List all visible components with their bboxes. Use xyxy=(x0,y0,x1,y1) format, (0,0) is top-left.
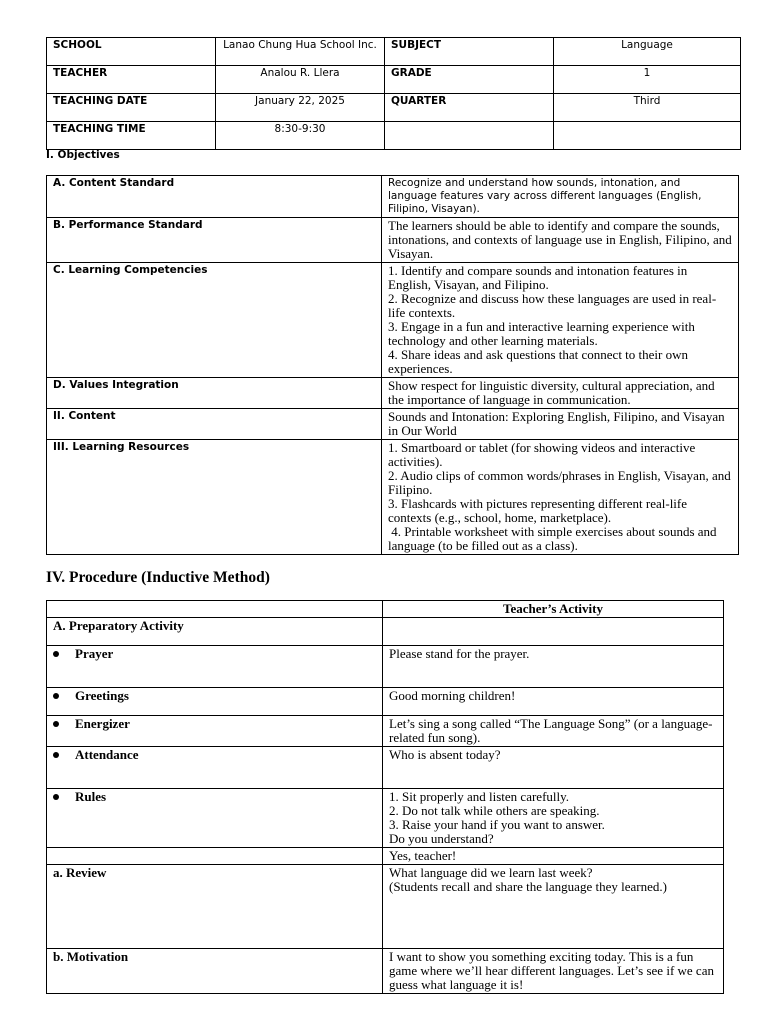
bullet-icon xyxy=(53,721,59,727)
rules-label-text: Rules xyxy=(75,789,107,804)
objective-label: III. Learning Resources xyxy=(47,440,382,555)
procedure-table xyxy=(46,600,724,994)
grade-value: 1 xyxy=(554,66,741,94)
subject-label: SUBJECT xyxy=(385,38,554,66)
objective-label: D. Values Integration xyxy=(47,378,382,409)
objectives-heading: I. Objectives xyxy=(46,149,120,161)
empty-cell xyxy=(383,618,724,646)
teaching-time-value: 8:30-9:30 xyxy=(216,122,385,150)
bullet-icon xyxy=(53,794,59,800)
rules-label xyxy=(47,789,383,848)
rules-response: Yes, teacher! xyxy=(383,848,724,865)
objective-row xyxy=(47,378,739,409)
teacher-label: TEACHER xyxy=(47,66,216,94)
empty-cell xyxy=(554,122,741,150)
header-info-table xyxy=(46,37,741,150)
school-label: SCHOOL xyxy=(47,38,216,66)
teaching-time-label: TEACHING TIME xyxy=(47,122,216,150)
quarter-label: QUARTER xyxy=(385,94,554,122)
review-line: (Students recall and share the language they learned.) xyxy=(389,879,667,894)
objective-label: C. Learning Competencies xyxy=(47,263,382,378)
objective-label: B. Performance Standard xyxy=(47,218,382,263)
objective-row xyxy=(47,263,739,378)
objective-line: Recognize and understand how sounds, intonation, and language features vary across different languages (English, Filipino, Visayan). xyxy=(388,177,702,215)
rules-line: Do you understand? xyxy=(389,831,494,846)
motivation-text: I want to show you something exciting today. This is a fun game where we’ll hear different languages. Let’s see if we can guess what language it is! xyxy=(383,949,724,994)
objective-line: 4. Printable worksheet with simple exercises about sounds and language (to be filled out as a class). xyxy=(388,524,720,553)
school-value: Lanao Chung Hua School Inc. xyxy=(216,38,385,66)
review-line: What language did we learn last week? xyxy=(389,865,593,880)
energizer-label-text: Energizer xyxy=(75,716,130,731)
objective-line: 4. Share ideas and ask questions that connect to their own experiences. xyxy=(388,347,689,376)
objective-line: 1. Identify and compare sounds and intonation features in English, Visayan, and Filipino. xyxy=(388,263,688,292)
review-label: a. Review xyxy=(47,865,383,949)
rules-line: 3. Raise your hand if you want to answer. xyxy=(389,817,605,832)
objective-line: 2. Recognize and discuss how these languages are used in real-life contexts. xyxy=(388,291,717,320)
objective-row xyxy=(47,218,739,263)
objective-label: A. Content Standard xyxy=(47,176,382,218)
greetings-text: Good morning children! xyxy=(383,688,724,716)
preparatory-activity-label: A. Preparatory Activity xyxy=(47,618,383,646)
objective-line: 3. Flashcards with pictures representing different real-life contexts (e.g., school, home, marketplace). xyxy=(388,496,688,525)
objective-line: 3. Engage in a fun and interactive learning experience with technology and other learning materials. xyxy=(388,319,695,348)
prayer-label xyxy=(47,646,383,688)
attendance-text: Who is absent today? xyxy=(383,747,724,789)
energizer-text: Let’s sing a song called “The Language Song” (or a language-related fun song). xyxy=(383,716,724,747)
empty-cell xyxy=(385,122,554,150)
objective-line: The learners should be able to identify and compare the sounds, intonations, and contexts of language use in English, Filipino, and Visayan. xyxy=(388,218,732,261)
prayer-text: Please stand for the prayer. xyxy=(383,646,724,688)
objective-row xyxy=(47,176,739,218)
procedure-heading: IV. Procedure (Inductive Method) xyxy=(46,569,270,586)
energizer-label xyxy=(47,716,383,747)
attendance-label-text: Attendance xyxy=(75,747,139,762)
bullet-icon xyxy=(53,752,59,758)
rules-line: 1. Sit properly and listen carefully. xyxy=(389,789,570,804)
objectives-table xyxy=(46,175,739,555)
objective-row xyxy=(47,409,739,440)
teaching-date-label: TEACHING DATE xyxy=(47,94,216,122)
bullet-icon xyxy=(53,693,59,699)
attendance-label xyxy=(47,747,383,789)
teacher-value: Analou R. Llera xyxy=(216,66,385,94)
objective-line: Show respect for linguistic diversity, cultural appreciation, and the importance of language in communication. xyxy=(388,378,715,407)
objective-line: 1. Smartboard or tablet (for showing videos and interactive activities). xyxy=(388,440,696,469)
objective-text xyxy=(382,218,739,263)
objective-row xyxy=(47,440,739,555)
objective-text xyxy=(382,176,739,218)
bullet-icon xyxy=(53,651,59,657)
empty-cell xyxy=(47,848,383,865)
prayer-label-text: Prayer xyxy=(75,646,114,661)
quarter-value: Third xyxy=(554,94,741,122)
objective-text xyxy=(382,409,739,440)
objective-text xyxy=(382,263,739,378)
motivation-label: b. Motivation xyxy=(47,949,383,994)
greetings-label xyxy=(47,688,383,716)
greetings-label-text: Greetings xyxy=(75,688,129,703)
objective-label: II. Content xyxy=(47,409,382,440)
objective-text xyxy=(382,378,739,409)
rules-line: 2. Do not talk while others are speaking. xyxy=(389,803,600,818)
objective-text xyxy=(382,440,739,555)
teachers-activity-header: Teacher’s Activity xyxy=(383,601,724,618)
subject-value: Language xyxy=(554,38,741,66)
empty-cell xyxy=(47,601,383,618)
teaching-date-value: January 22, 2025 xyxy=(216,94,385,122)
objective-line: Sounds and Intonation: Exploring English, Filipino, and Visayan in Our World xyxy=(388,409,725,438)
review-text xyxy=(383,865,724,949)
grade-label: GRADE xyxy=(385,66,554,94)
objective-line: 2. Audio clips of common words/phrases in English, Visayan, and Filipino. xyxy=(388,468,731,497)
rules-text xyxy=(383,789,724,848)
